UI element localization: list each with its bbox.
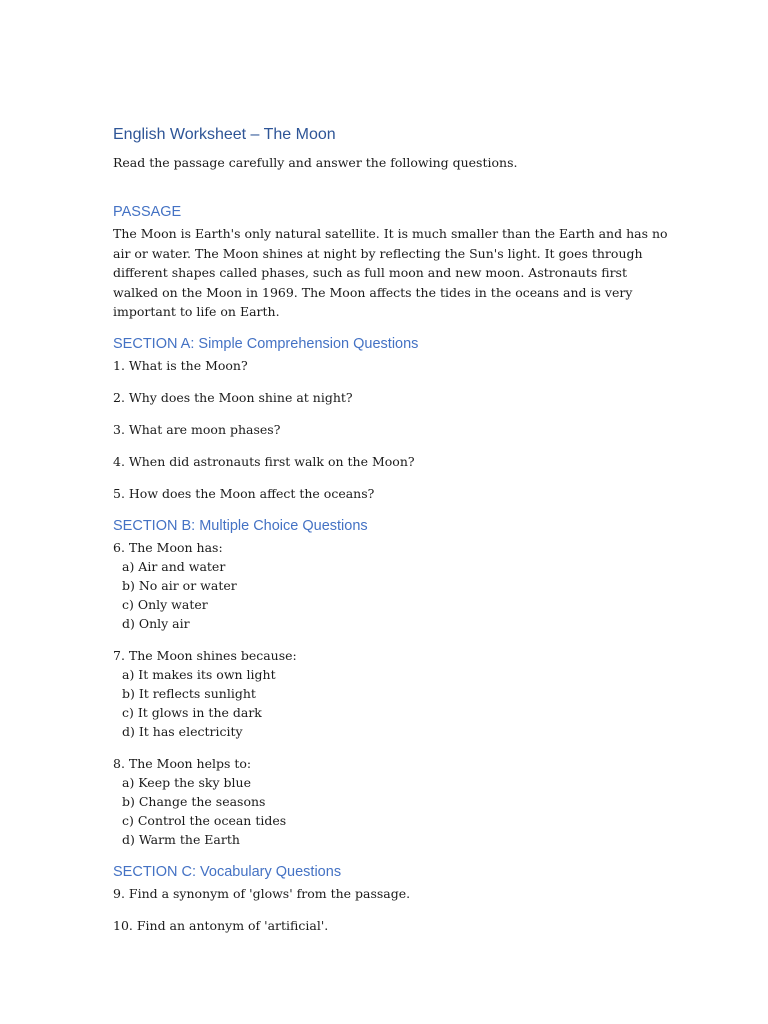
option-c: c) It glows in the dark <box>122 704 262 720</box>
worksheet-page <box>113 124 673 948</box>
section-b <box>113 516 673 849</box>
question-stem: 8. The Moon helps to: <box>113 755 252 771</box>
option-c: c) Control the ocean tides <box>122 812 287 828</box>
question-1: 1. What is the Moon? <box>113 357 248 373</box>
option-b: b) No air or water <box>122 577 237 593</box>
option-b: b) Change the seasons <box>122 793 266 809</box>
question-5: 5. How does the Moon affect the oceans? <box>113 485 375 501</box>
worksheet-intro: Read the passage carefully and answer the following questions. <box>113 155 518 170</box>
question-8 <box>113 754 673 849</box>
option-a: a) Keep the sky blue <box>122 774 251 790</box>
question-6 <box>113 538 673 633</box>
option-a: a) It makes its own light <box>122 666 276 682</box>
question-9: 9. Find a synonym of 'glows' from the passage. <box>113 885 411 901</box>
question-10: 10. Find an antonym of 'artificial'. <box>113 917 329 933</box>
option-c: c) Only water <box>122 596 208 612</box>
question-4: 4. When did astronauts first walk on the Moon? <box>113 453 415 469</box>
option-a: a) Air and water <box>122 558 226 574</box>
option-d: d) It has electricity <box>122 723 243 739</box>
section-c-heading: SECTION C: Vocabulary Questions <box>113 863 342 880</box>
passage-section <box>113 202 673 322</box>
question-3: 3. What are moon phases? <box>113 421 281 437</box>
option-d: d) Warm the Earth <box>122 831 240 847</box>
section-c <box>113 862 673 935</box>
section-a-heading: SECTION A: Simple Comprehension Questions <box>113 335 419 352</box>
question-stem: 6. The Moon has: <box>113 539 223 555</box>
passage-text: The Moon is Earth's only natural satellite. It is much smaller than the Earth and has no air or water. The Moon shines at night by reflecting the Sun's light. It goes through different shapes called phases, such as full moon and new moon. Astronauts first walked on the Moon in 1969. The Moon affects the tides in the oceans and is very important to life on Earth. <box>113 226 668 319</box>
question-2: 2. Why does the Moon shine at night? <box>113 389 353 405</box>
question-stem: 7. The Moon shines because: <box>113 647 297 663</box>
option-d: d) Only air <box>122 615 190 631</box>
section-a <box>113 334 673 503</box>
worksheet-title: English Worksheet – The Moon <box>113 126 336 143</box>
passage-heading: PASSAGE <box>113 204 182 220</box>
question-7 <box>113 646 673 741</box>
option-b: b) It reflects sunlight <box>122 685 256 701</box>
section-b-heading: SECTION B: Multiple Choice Questions <box>113 517 368 534</box>
